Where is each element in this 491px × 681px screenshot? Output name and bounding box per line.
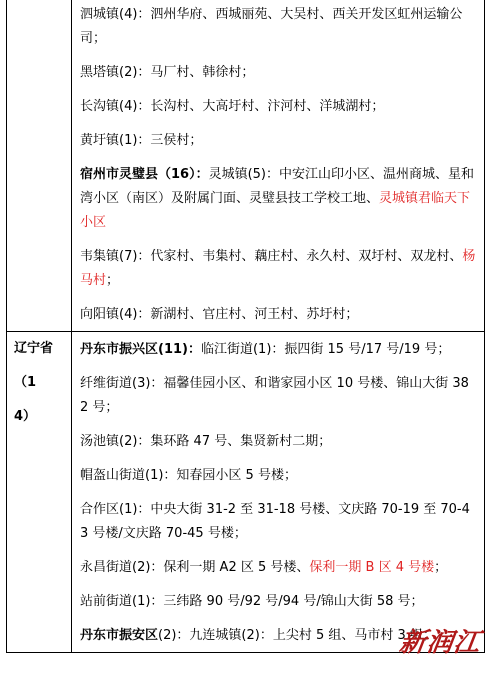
outbreak-locations-table — [6, 0, 485, 653]
location-text: 韦集镇(7)：代家村、韦集村、藕庄村、永久村、双圩村、双龙村、 — [80, 249, 463, 264]
location-entry — [80, 556, 476, 580]
location-entry: 长沟镇(4)：长沟村、大高圩村、汴河村、洋城湖村； — [80, 99, 385, 114]
location-entry: 黑塔镇(2)：马厂村、韩徐村； — [80, 65, 255, 80]
locations-cell — [72, 0, 485, 332]
location-entry: 纤维街道(3)：福馨佳园小区、和谐家园小区 10 号楼、锦山大街 382 号； — [80, 376, 469, 415]
location-text-tail: ； — [106, 273, 120, 288]
location-entry: 泗城镇(4)：泗州华府、西城丽苑、大吴村、西关开发区虹州运输公司； — [80, 7, 463, 46]
location-entry: 帽盔山街道(1)：知春园小区 5 号楼； — [80, 468, 297, 483]
location-entry: 站前街道(1)：三纬路 90 号/92 号/94 号/锦山大街 58 号； — [80, 594, 424, 609]
highlighted-location: 保利一期 B 区 4 号楼 — [309, 560, 435, 575]
watermark-logo: 新润江 — [397, 628, 483, 658]
table-row — [7, 332, 485, 653]
location-text: 永昌街道(2)：保利一期 A2 区 5 号楼、 — [80, 560, 310, 575]
district-heading: 丹东市振安区 — [80, 628, 159, 643]
location-text-tail: ； — [434, 560, 448, 575]
province-label-line2: 4） — [14, 409, 37, 424]
table-row — [7, 0, 485, 332]
province-label-line1: 辽宁省（1 — [14, 341, 54, 390]
province-cell — [7, 332, 72, 653]
location-entry: 向阳镇(4)：新湖村、官庄村、河王村、苏圩村； — [80, 307, 359, 322]
location-text: 临江街道(1)：振四街 15 号/17 号/19 号； — [200, 342, 451, 357]
province-cell-empty — [7, 0, 72, 332]
location-entry: 黄圩镇(1)：三侯村； — [80, 133, 203, 148]
location-entry — [80, 245, 476, 293]
highlighted-location: 杨马村 — [80, 249, 476, 288]
locations-cell — [72, 332, 485, 653]
location-text: 灵城镇(5)：中安江山印小区、温州商城、星和湾小区（南区）及附属门面、灵璧县技工学校工地、 — [80, 167, 475, 206]
highlighted-location: 灵城镇君临天下小区 — [80, 191, 471, 230]
location-entry — [80, 338, 476, 362]
district-heading: 丹东市振兴区(11)： — [80, 342, 201, 357]
location-entry — [80, 163, 476, 235]
location-text: (2)：九连城镇(2)：上尖村 5 组、马市村 3 组； — [158, 628, 436, 643]
location-entry: 汤池镇(2)：集环路 47 号、集贤新村二期； — [80, 434, 332, 449]
location-entry: 合作区(1)：中央大街 31-2 至 31-18 号楼、文庆路 70-19 至 70-43 号楼/文庆路 70-45 号楼； — [80, 502, 470, 541]
county-heading: 宿州市灵璧县（16）： — [80, 167, 209, 182]
